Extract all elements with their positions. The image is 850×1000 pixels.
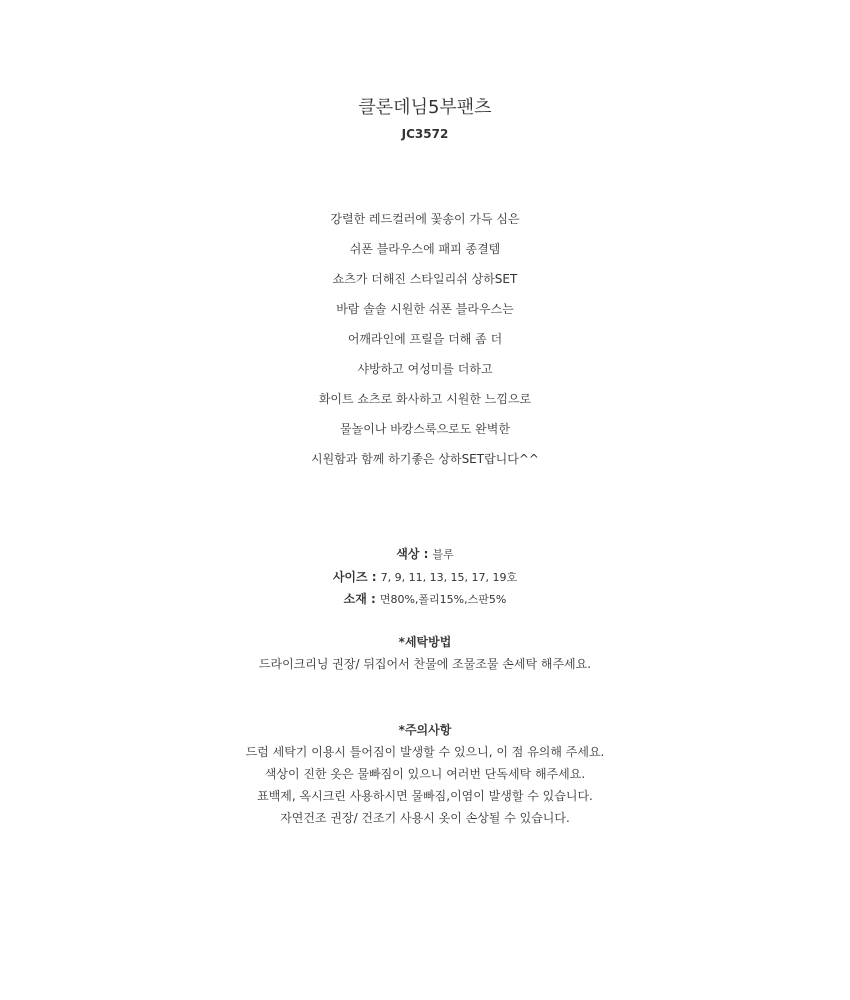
spec-size-label: 사이즈 :	[332, 569, 377, 584]
product-code: JC3572	[401, 127, 449, 141]
description-line: 화이트 쇼츠로 화사하고 시원한 느낌으로	[318, 392, 532, 406]
description-line: 강렬한 레드컬러에 꽃송이 가득 심은	[330, 212, 520, 226]
product-title: 클론데님5부팬츠	[358, 97, 492, 118]
spec-color-value: 블루	[432, 548, 454, 561]
washing-title: *세탁방법	[398, 635, 452, 649]
caution-line: 드럼 세탁기 이용시 틀어짐이 발생할 수 있으니, 이 점 유의해 주세요.	[245, 745, 605, 759]
spec-material-value: 면80%,폴리15%,스판5%	[379, 593, 507, 606]
description-line: 쉬폰 블라우스에 패피 종결템	[349, 242, 501, 256]
washing-section	[0, 631, 850, 675]
caution-line: 색상이 진한 옷은 물빠짐이 있으니 여러번 단독세탁 해주세요.	[264, 767, 586, 781]
description-line: 시원함과 함께 하기좋은 상하SET랍니다^^	[311, 452, 539, 466]
product-specs	[0, 543, 850, 611]
description-line: 어깨라인에 프릴을 더해 좀 더	[347, 332, 503, 346]
caution-line: 자연건조 권장/ 건조기 사용시 옷이 손상될 수 있습니다.	[280, 811, 570, 825]
spec-size	[0, 566, 850, 589]
caution-section	[0, 719, 850, 829]
spec-material-label: 소재 :	[343, 592, 376, 606]
spec-color	[0, 543, 850, 566]
spec-color-label: 색상 :	[396, 547, 429, 561]
product-description	[0, 209, 850, 479]
caution-line: 표백제, 옥시크린 사용하시면 물빠짐,이염이 발생할 수 있습니다.	[257, 789, 593, 803]
spec-material	[0, 588, 850, 611]
description-line: 바람 솔솔 시원한 쉬폰 블라우스는	[336, 302, 514, 316]
description-line: 물놀이나 바캉스룩으로도 완벽한	[340, 422, 510, 436]
spec-size-value: 7, 9, 11, 13, 15, 17, 19호	[380, 570, 518, 584]
description-line: 샤방하고 여성미를 더하고	[357, 362, 493, 376]
description-line: 쇼츠가 더해진 스타일리쉬 상하SET	[332, 272, 518, 286]
caution-title: *주의사항	[398, 723, 452, 737]
washing-text: 드라이크리닝 권장/ 뒤집어서 찬물에 조물조물 손세탁 해주세요.	[258, 657, 592, 671]
